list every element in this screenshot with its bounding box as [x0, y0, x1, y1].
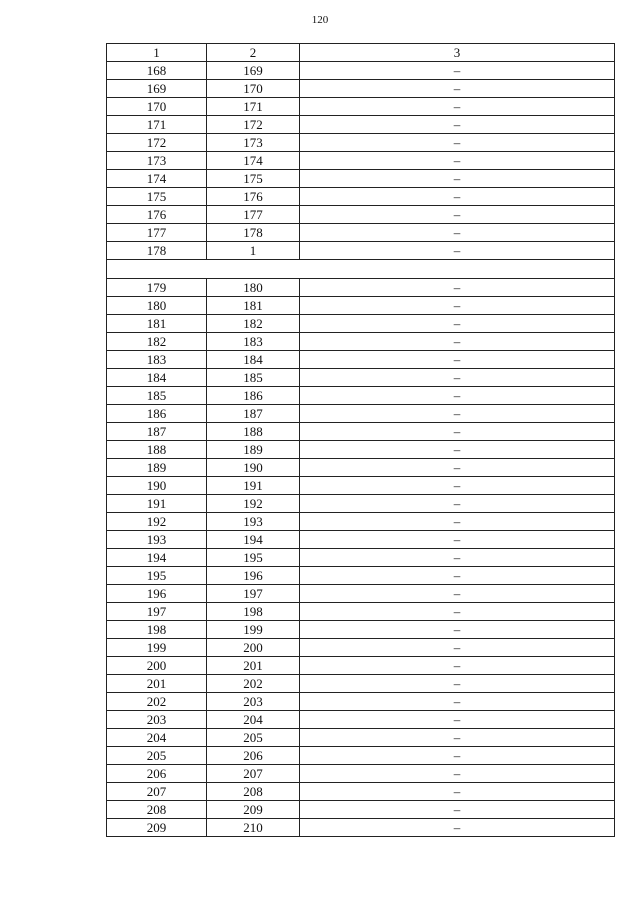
table-cell-col1: 197	[107, 603, 207, 621]
table-cell-col1: 209	[107, 819, 207, 837]
table-row	[107, 531, 615, 549]
table-cell-col3: –	[300, 513, 615, 531]
header-cell-1: 1	[107, 44, 207, 62]
table-row	[107, 711, 615, 729]
table-cell-col1: 198	[107, 621, 207, 639]
table-cell-col1: 176	[107, 206, 207, 224]
table-row	[107, 315, 615, 333]
table-cell-col3: –	[300, 477, 615, 495]
table-row	[107, 351, 615, 369]
table-cell-col3: –	[300, 765, 615, 783]
table-cell-col1: 191	[107, 495, 207, 513]
table-cell-col3: –	[300, 170, 615, 188]
table-row	[107, 116, 615, 134]
table-cell-col3: –	[300, 549, 615, 567]
section-divider-row	[107, 260, 615, 279]
table-cell-col1: 203	[107, 711, 207, 729]
table-row	[107, 62, 615, 80]
table-row	[107, 621, 615, 639]
table-cell-col2: 182	[207, 315, 300, 333]
table-cell-col2: 184	[207, 351, 300, 369]
table-cell-col3: –	[300, 206, 615, 224]
table-row	[107, 134, 615, 152]
table-cell-col3: –	[300, 152, 615, 170]
table-cell-col2: 200	[207, 639, 300, 657]
table-row	[107, 801, 615, 819]
table-cell-col3: –	[300, 279, 615, 297]
table-cell-col3: –	[300, 459, 615, 477]
table-cell-col3: –	[300, 315, 615, 333]
section-divider-cell	[107, 260, 615, 279]
table-row	[107, 639, 615, 657]
table-row	[107, 585, 615, 603]
table-cell-col1: 187	[107, 423, 207, 441]
table-cell-col1: 180	[107, 297, 207, 315]
table-cell-col3: –	[300, 747, 615, 765]
table-cell-col3: –	[300, 405, 615, 423]
table-cell-col3: –	[300, 621, 615, 639]
table-cell-col3: –	[300, 351, 615, 369]
table-cell-col2: 1	[207, 242, 300, 260]
table-body	[107, 44, 615, 837]
table-row	[107, 819, 615, 837]
table-cell-col3: –	[300, 98, 615, 116]
table-cell-col3: –	[300, 116, 615, 134]
table-row	[107, 369, 615, 387]
table-cell-col2: 188	[207, 423, 300, 441]
table-row	[107, 693, 615, 711]
table-row	[107, 459, 615, 477]
table-cell-col3: –	[300, 188, 615, 206]
table-cell-col3: –	[300, 441, 615, 459]
table-cell-col3: –	[300, 657, 615, 675]
table-cell-col1: 169	[107, 80, 207, 98]
table-cell-col2: 193	[207, 513, 300, 531]
table-cell-col2: 195	[207, 549, 300, 567]
table-cell-col1: 193	[107, 531, 207, 549]
table-cell-col2: 177	[207, 206, 300, 224]
table-cell-col3: –	[300, 693, 615, 711]
table-cell-col3: –	[300, 134, 615, 152]
table-cell-col2: 174	[207, 152, 300, 170]
table-cell-col2: 205	[207, 729, 300, 747]
table-cell-col1: 200	[107, 657, 207, 675]
table-cell-col1: 186	[107, 405, 207, 423]
table-cell-col3: –	[300, 224, 615, 242]
table-cell-col2: 203	[207, 693, 300, 711]
table-cell-col1: 172	[107, 134, 207, 152]
table-cell-col2: 198	[207, 603, 300, 621]
table-cell-col3: –	[300, 585, 615, 603]
table-cell-col2: 189	[207, 441, 300, 459]
table-cell-col1: 178	[107, 242, 207, 260]
table-cell-col1: 182	[107, 333, 207, 351]
table-cell-col1: 175	[107, 188, 207, 206]
table-cell-col2: 178	[207, 224, 300, 242]
table-cell-col2: 194	[207, 531, 300, 549]
table-cell-col1: 168	[107, 62, 207, 80]
table-row	[107, 206, 615, 224]
table-row	[107, 441, 615, 459]
table-cell-col1: 202	[107, 693, 207, 711]
table-cell-col3: –	[300, 62, 615, 80]
table-cell-col1: 194	[107, 549, 207, 567]
table-row	[107, 423, 615, 441]
table-cell-col1: 179	[107, 279, 207, 297]
table-cell-col3: –	[300, 639, 615, 657]
table-cell-col1: 173	[107, 152, 207, 170]
table-cell-col2: 208	[207, 783, 300, 801]
table-cell-col1: 208	[107, 801, 207, 819]
page-number: 120	[311, 14, 329, 26]
table-cell-col2: 190	[207, 459, 300, 477]
table-row	[107, 783, 615, 801]
table-cell-col2: 181	[207, 297, 300, 315]
data-table	[106, 43, 615, 837]
table-cell-col2: 175	[207, 170, 300, 188]
table-row	[107, 152, 615, 170]
table-cell-col3: –	[300, 531, 615, 549]
table-row	[107, 405, 615, 423]
table-cell-col2: 173	[207, 134, 300, 152]
table-cell-col3: –	[300, 801, 615, 819]
table-row	[107, 657, 615, 675]
table-cell-col3: –	[300, 711, 615, 729]
table-row	[107, 495, 615, 513]
table-cell-col1: 181	[107, 315, 207, 333]
table-row	[107, 170, 615, 188]
table-cell-col1: 185	[107, 387, 207, 405]
table-cell-col3: –	[300, 729, 615, 747]
table-cell-col2: 183	[207, 333, 300, 351]
table-cell-col2: 201	[207, 657, 300, 675]
table-row	[107, 98, 615, 116]
table-cell-col1: 196	[107, 585, 207, 603]
table-cell-col1: 171	[107, 116, 207, 134]
table-cell-col2: 207	[207, 765, 300, 783]
table-cell-col3: –	[300, 783, 615, 801]
table-row	[107, 747, 615, 765]
table-cell-col2: 199	[207, 621, 300, 639]
table-cell-col2: 170	[207, 80, 300, 98]
table-cell-col1: 206	[107, 765, 207, 783]
table-row	[107, 80, 615, 98]
table-cell-col2: 180	[207, 279, 300, 297]
table-cell-col3: –	[300, 242, 615, 260]
table-cell-col1: 207	[107, 783, 207, 801]
table-cell-col3: –	[300, 495, 615, 513]
table-row	[107, 729, 615, 747]
table-cell-col1: 199	[107, 639, 207, 657]
table-cell-col3: –	[300, 603, 615, 621]
table-cell-col2: 210	[207, 819, 300, 837]
table-cell-col1: 184	[107, 369, 207, 387]
table-row	[107, 242, 615, 260]
table-row	[107, 387, 615, 405]
table-cell-col1: 205	[107, 747, 207, 765]
table-row	[107, 513, 615, 531]
table-cell-col2: 206	[207, 747, 300, 765]
table-cell-col1: 183	[107, 351, 207, 369]
table-cell-col2: 196	[207, 567, 300, 585]
table-cell-col1: 189	[107, 459, 207, 477]
table-row	[107, 224, 615, 242]
table-cell-col1: 195	[107, 567, 207, 585]
header-cell-2: 2	[207, 44, 300, 62]
table-cell-col2: 171	[207, 98, 300, 116]
table-row	[107, 333, 615, 351]
table-cell-col2: 187	[207, 405, 300, 423]
table-row	[107, 279, 615, 297]
table-cell-col3: –	[300, 675, 615, 693]
table-row	[107, 297, 615, 315]
table-cell-col3: –	[300, 333, 615, 351]
table-cell-col2: 172	[207, 116, 300, 134]
table-cell-col2: 209	[207, 801, 300, 819]
table-cell-col3: –	[300, 369, 615, 387]
table-cell-col2: 202	[207, 675, 300, 693]
table-row	[107, 188, 615, 206]
table-cell-col1: 188	[107, 441, 207, 459]
table-cell-col2: 197	[207, 585, 300, 603]
table-cell-col2: 204	[207, 711, 300, 729]
table-cell-col2: 185	[207, 369, 300, 387]
table-cell-col1: 170	[107, 98, 207, 116]
table-cell-col1: 177	[107, 224, 207, 242]
table-cell-col2: 191	[207, 477, 300, 495]
table-cell-col2: 186	[207, 387, 300, 405]
table-cell-col3: –	[300, 387, 615, 405]
table-row	[107, 675, 615, 693]
table-cell-col1: 204	[107, 729, 207, 747]
table-cell-col3: –	[300, 567, 615, 585]
table-row	[107, 567, 615, 585]
header-cell-3: 3	[300, 44, 615, 62]
table-cell-col1: 201	[107, 675, 207, 693]
table-cell-col1: 192	[107, 513, 207, 531]
table-cell-col2: 169	[207, 62, 300, 80]
table-cell-col3: –	[300, 423, 615, 441]
table-cell-col3: –	[300, 297, 615, 315]
table-cell-col2: 192	[207, 495, 300, 513]
table-row	[107, 765, 615, 783]
table-cell-col1: 174	[107, 170, 207, 188]
table-cell-col3: –	[300, 819, 615, 837]
table-cell-col3: –	[300, 80, 615, 98]
table-header-row	[107, 44, 615, 62]
table-cell-col1: 190	[107, 477, 207, 495]
table-row	[107, 603, 615, 621]
table-row	[107, 549, 615, 567]
table-cell-col2: 176	[207, 188, 300, 206]
table-row	[107, 477, 615, 495]
